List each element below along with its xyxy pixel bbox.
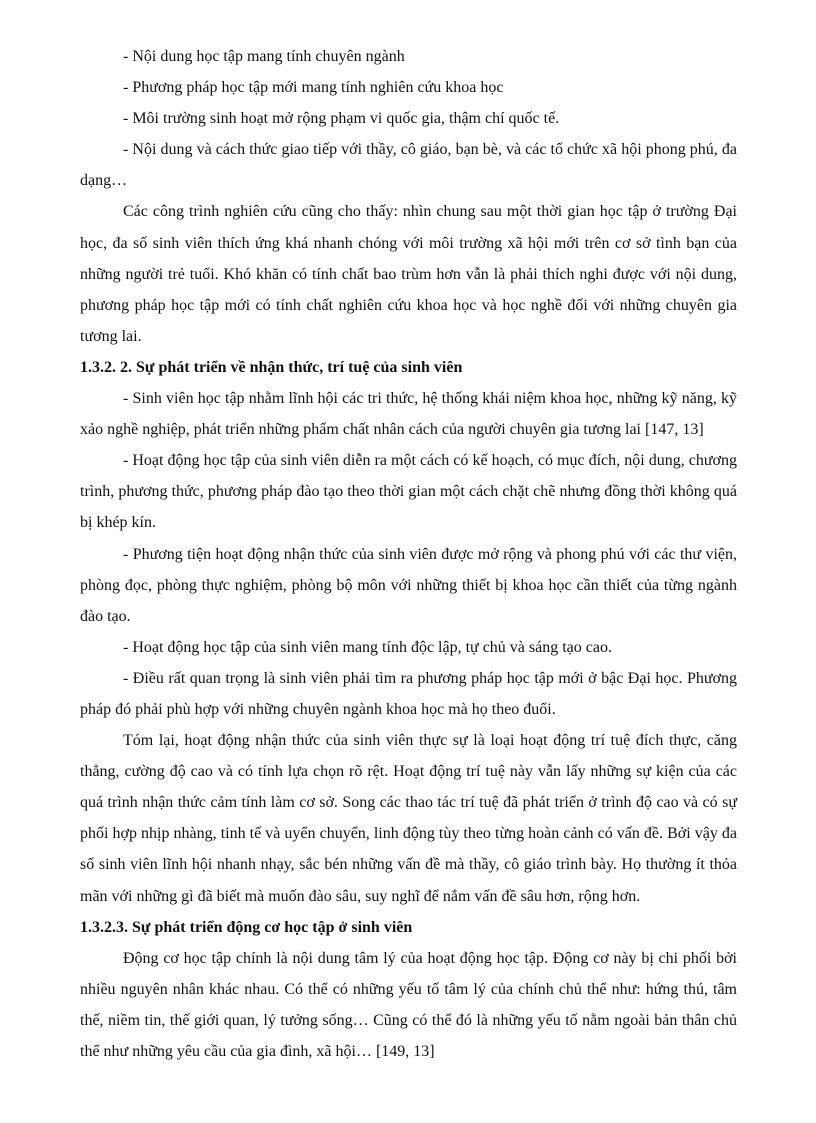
bullet-research-method: - Phương pháp học tập mới mang tính nghiên cứu khoa học — [123, 79, 504, 97]
paragraph-adaptation: Các công trình nghiên cứu cũng cho thấy: nhìn chung sau một thời gian học tập ở trường Đại học, đa số sinh viên thích ứng khá nhanh chóng với môi trường xã hội mới trên cơ sở tình bạn của những người trẻ tuổi. Khó khăn có tính chất bao trùm hơn vẫn là phải thích nghi được với nội dung, phương pháp học tập mới có tính chất nghiên cứu khoa học và học nghề đối với những chuyên gia tương lai. — [80, 203, 737, 345]
paragraph-motivation: Động cơ học tập chính là nội dung tâm lý của hoạt động học tập. Động cơ này bị chi phối bởi nhiều nguyên nhân khác nhau. Có thể có những yếu tố tâm lý của chính chủ thể như: hứng thú, tâm thế, niềm tin, thế giới quan, lý tưởng sống… Cũng có thể đó là những yếu tố nằm ngoài bản thân chủ thể như những yêu cầu của gia đình, xã hội… [149, 13] — [80, 949, 737, 1060]
paragraph-summary: Tóm lại, hoạt động nhận thức của sinh viên thực sự là loại hoạt động trí tuệ đích thực, căng thẳng, cường độ cao và có tính lựa chọn rõ rệt. Hoạt động trí tuệ này vẫn lấy những sự kiện của các quá trình nhận thức cảm tính làm cơ sở. Song các thao tác trí tuệ đã phát triển ở trình độ cao và có sự phối hợp nhịp nhàng, tinh tế và uyển chuyển, linh động tùy theo từng hoàn cảnh có vấn đề. Bởi vậy đa số sinh viên lĩnh hội nhanh nhạy, sắc bén những vấn đề mà thầy, cô giáo trình bày. Họ thường ít thỏa mãn với những gì đã biết mà muốn đào sâu, suy nghĩ để nắm vấn đề sâu hơn, rộng hơn. — [80, 732, 737, 905]
section-heading-1322: 1.3.2. 2. Sự phát triển về nhận thức, trí tuệ của sinh viên — [80, 358, 463, 376]
bullet-independence: - Hoạt động học tập của sinh viên mang tính độc lập, tự chủ và sáng tạo cao. — [123, 638, 612, 656]
bullet-communication: - Nội dung và cách thức giao tiếp với thầy, cô giáo, bạn bè, và các tổ chức xã hội phong phú, đa dạng… — [80, 141, 737, 190]
bullet-new-method: - Điều rất quan trọng là sinh viên phải tìm ra phương pháp học tập mới ở bậc Đại học. Phương pháp đó phải phù hợp với những chuyên ngành khoa học mà họ theo đuổi. — [80, 669, 737, 718]
bullet-knowledge: - Sinh viên học tập nhằm lĩnh hội các tri thức, hệ thống khái niệm khoa học, những kỹ năng, kỹ xảo nghề nghiệp, phát triển những phẩm chất nhân cách của người chuyên gia tương lai [147, 13] — [80, 390, 737, 439]
bullet-environment: - Môi trường sinh hoạt mở rộng phạm vi quốc gia, thậm chí quốc tế. — [123, 110, 560, 128]
document-page — [80, 41, 737, 1067]
bullet-specialized-content: - Nội dung học tập mang tính chuyên ngành — [123, 48, 405, 65]
bullet-learning-resources: - Phương tiện hoạt động nhận thức của sinh viên được mở rộng và phong phú với các thư viện, phòng đọc, phòng thực nghiệm, phòng bộ môn với những thiết bị khoa học cần thiết của từng ngành đào tạo. — [80, 545, 737, 625]
section-heading-1323: 1.3.2.3. Sự phát triển động cơ học tập ở sinh viên — [80, 918, 413, 936]
bullet-planned-learning: - Hoạt động học tập của sinh viên diễn ra một cách có kế hoạch, có mục đích, nội dung, chương trình, phương thức, phương pháp đào tạo theo thời gian một cách chặt chẽ nhưng đồng thời không quá bị khép kín. — [80, 452, 737, 532]
